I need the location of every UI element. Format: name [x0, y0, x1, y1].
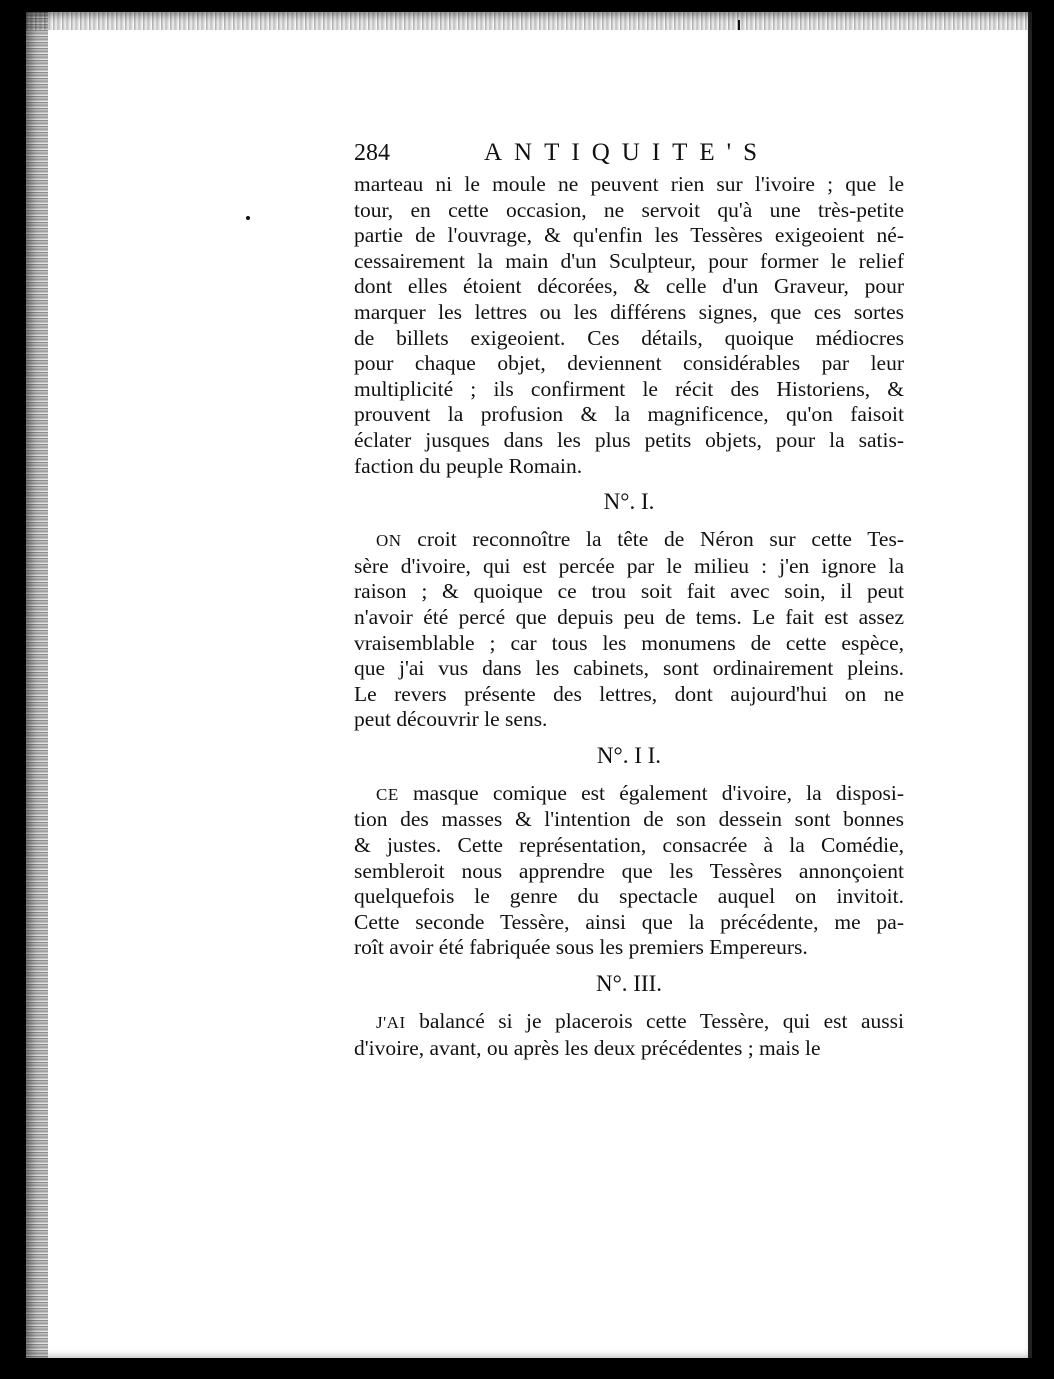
- text-line: Cette seconde Tessère, ainsi que la précédente, me pa-: [354, 909, 904, 934]
- text-line: multiplicité ; ils confirment le récit des Historiens, &: [354, 376, 904, 401]
- text-line: sembleroit nous apprendre que les Tessères annonçoient: [354, 858, 904, 883]
- text-line: marteau ni le moule ne peuvent rien sur l'ivoire ; que le: [354, 172, 904, 196]
- text-line: que j'ai vus dans les cabinets, sont ordinairement pleins.: [354, 656, 904, 681]
- text-block: [354, 140, 904, 1061]
- lead-small-caps: CE: [376, 784, 399, 804]
- text-line: [354, 1009, 904, 1036]
- section-heading: N°. III.: [595, 971, 663, 997]
- text-line: Le revers présente des lettres, dont aujourd'hui on ne: [354, 681, 904, 706]
- page-number: 284: [354, 140, 390, 166]
- paragraph: [354, 527, 904, 733]
- text-line: marquer les lettres ou les différens signes, que ces sortes: [354, 299, 904, 324]
- text-line: n'avoir été percé que depuis peu de tems. Le fait est assez: [354, 604, 904, 629]
- text-line: & justes. Cette représentation, consacrée à la Comédie,: [354, 833, 904, 858]
- lead-small-caps: J'AI: [376, 1013, 406, 1033]
- text-line: prouvent la profusion & la magnificence, qu'on faisoit: [354, 402, 904, 427]
- text-line: tion des masses & l'intention de son dessein sont bonnes: [354, 807, 904, 832]
- running-head: [354, 140, 904, 170]
- paragraph: [354, 1009, 904, 1061]
- text-line: partie de l'ouvrage, & qu'enfin les Tessères exigeoient né-: [354, 223, 904, 248]
- book-page: [26, 12, 1032, 1358]
- paragraph: [354, 781, 904, 961]
- text-line: sère d'ivoire, qui est percée par le milieu : j'en ignore la: [354, 553, 904, 578]
- body-text: [354, 172, 904, 1061]
- ink-speck: [738, 20, 740, 30]
- text-line: pour chaque objet, deviennent considérables par leur: [354, 351, 904, 376]
- text-line: éclater jusques dans les plus petits objets, pour la satis-: [354, 427, 904, 452]
- text-line: quelquefois le genre du spectacle auquel on invitoit.: [354, 884, 904, 909]
- paragraph: [354, 172, 904, 479]
- section-heading: N°. I I.: [596, 742, 662, 768]
- text-line: tour, en cette occasion, ne servoit qu'à une très-petite: [354, 197, 904, 222]
- text-line: dont elles étoient décorées, & celle d'un Graveur, pour: [354, 274, 904, 299]
- line-text: masque comique est également d'ivoire, la disposi-: [398, 780, 904, 805]
- text-line: roît avoir été fabriquée sous les premiers Empereurs.: [354, 935, 808, 960]
- text-line: d'ivoire, avant, ou après les deux précédentes ; mais le: [354, 1035, 821, 1060]
- line-text: balancé si je placerois cette Tessère, qui est aussi: [405, 1009, 904, 1034]
- line-text: croit reconnoître la tête de Néron sur cette Tes-: [401, 527, 904, 552]
- text-line: faction du peuple Romain.: [354, 453, 583, 478]
- text-line: [354, 781, 904, 808]
- text-line: cessairement la main d'un Sculpteur, pour former le relief: [354, 248, 904, 273]
- page-edge: [1028, 12, 1032, 1358]
- section-heading: N°. I.: [603, 489, 655, 515]
- text-line: raison ; & quoique ce trou soit fait avec soin, il peut: [354, 579, 904, 604]
- running-title: ANTIQUITE'S: [484, 139, 770, 166]
- text-line: vraisemblable ; car tous les monumens de cette espèce,: [354, 630, 904, 655]
- lead-small-caps: ON: [376, 531, 402, 551]
- text-line: de billets exigeoient. Ces détails, quoique médiocres: [354, 325, 904, 350]
- text-line: [354, 527, 904, 554]
- ink-speck: [246, 216, 250, 220]
- text-line: peut découvrir le sens.: [354, 707, 548, 732]
